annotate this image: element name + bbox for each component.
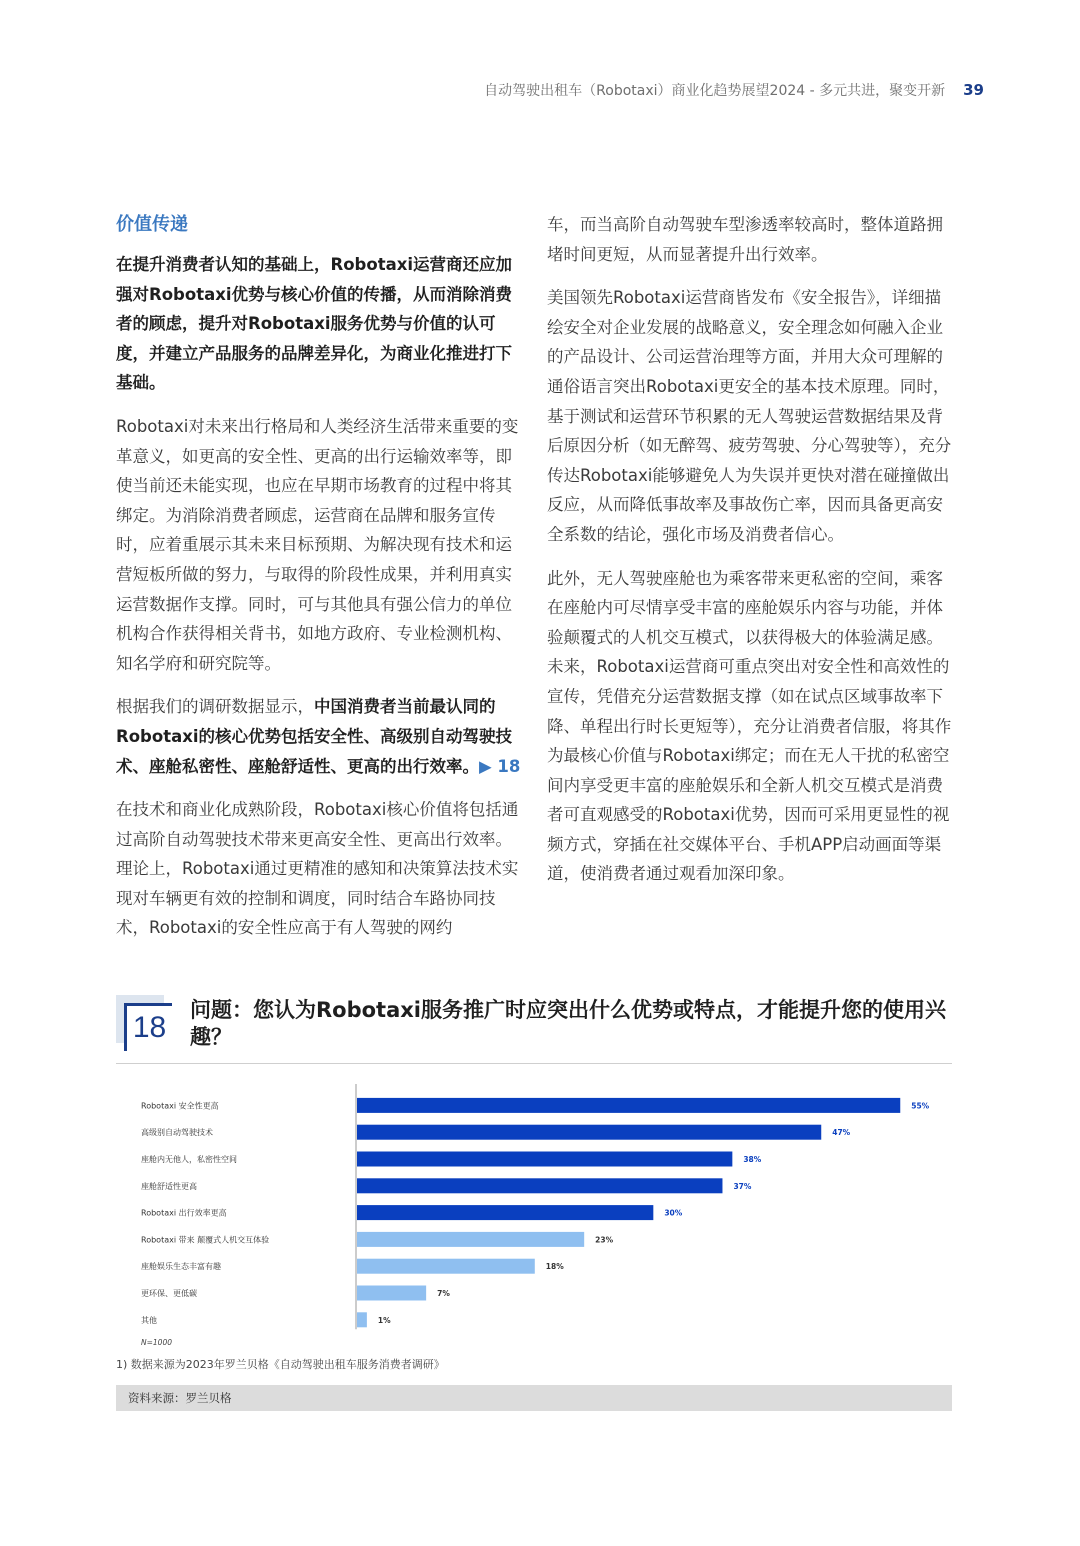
data-label: 7%	[437, 1289, 450, 1298]
paragraph-bold-text: 中国消费者当前最认同的Robotaxi的核心优势包括安全性、高级别自动驾驶技术、座舱私密性、座舱舒适性、更高的出行效率。	[116, 697, 513, 776]
paragraph: Robotaxi对未来出行格局和人类经济生活带来重要的变革意义，如更高的安全性、更高的出行运输效率等，即使当前还未能实现，也应在早期市场教育的过程中将其绑定。为消除消费者顾虑，运营商在品牌和服务宣传时，应着重展示其未来目标预期、为解决现有技术和运营短板所做的努力，与取得的阶段性成果，并利用真实运营数据作支撑。同时，可与其他具有强公信力的单位机构合作获得相关背书，如地方政府、专业检测机构、知名学府和研究院等。	[116, 416, 519, 673]
bar	[357, 1205, 653, 1220]
paragraph-text: 根据我们的调研数据显示，	[116, 697, 314, 717]
paragraph: 美国领先Robotaxi运营商皆发布《安全报告》，详细描绘安全对企业发展的战略意义，安全理念如何融入企业的产品设计、公司运营治理等方面，并用大众可理解的通俗语言突出Robotaxi更安全的基本技术原理。同时，基于测试和运营环节积累的无人驾驶运营数据结果及背后原因分析（如无醉驾、疲劳驾驶、分心驾驶等），充分传达Robotaxi能够避免人为失误并更快对潜在碰撞做出反应，从而降低事故率及事故伤亡率，因而具备更高安全系数的结论，强化市场及消费者信心。	[547, 288, 952, 544]
section-title: 价值传递	[116, 214, 188, 235]
data-label: 23%	[595, 1235, 614, 1245]
category-label: 高级别自动驾驶技术	[141, 1128, 213, 1138]
data-label: 38%	[743, 1155, 762, 1164]
paragraph: 在技术和商业化成熟阶段，Robotaxi核心价值将包括通过高阶自动驾驶技术带来更高安全性、更高出行效率。理论上，Robotaxi通过更精准的感知和决策算法技术实现对车辆更有效的控制和调度，同时结合车路协同技术，Robotaxi的安全性应高于有人驾驶的网约	[116, 800, 519, 938]
data-label: 1%	[377, 1315, 391, 1325]
data-label: 30%	[664, 1208, 683, 1218]
figure-reference-link[interactable]: ▶ 18	[479, 756, 521, 776]
data-label: 47%	[832, 1128, 851, 1138]
right-column	[547, 210, 955, 903]
bar	[357, 1152, 732, 1167]
bar	[357, 1286, 426, 1301]
bar	[357, 1259, 535, 1274]
bar	[357, 1178, 722, 1193]
source-bar	[116, 1385, 952, 1411]
bar-chart	[116, 1080, 952, 1345]
running-header	[484, 80, 984, 100]
data-label: 18%	[545, 1262, 564, 1272]
data-label: 55%	[911, 1101, 930, 1111]
category-label: Robotaxi 安全性更高	[141, 1101, 219, 1111]
left-column	[116, 210, 524, 957]
bar	[357, 1312, 367, 1327]
header-title: 自动驾驶出租车（Robotaxi）商业化趋势展望2024 - 多元共进，聚变开新	[484, 83, 946, 99]
bar-chart-svg	[116, 1080, 952, 1345]
category-label: 座舱内无他人，私密性空间	[141, 1155, 237, 1164]
figure-number-badge	[116, 995, 172, 1053]
category-label: 座舱娱乐生态丰富有趣	[141, 1262, 221, 1272]
category-label: 其他	[141, 1315, 157, 1325]
bar	[357, 1098, 900, 1113]
footnote: 1) 数据来源为2023年罗兰贝格《自动驾驶出租车服务消费者调研》	[116, 1358, 445, 1371]
paragraph: 车，而当高阶自动驾驶车型渗透率较高时，整体道路拥堵时间更短，从而显著提升出行效率。	[547, 215, 943, 264]
bar	[357, 1232, 584, 1247]
sample-size-note: N=1000	[141, 1338, 172, 1345]
category-label: 更环保、更低碳	[141, 1289, 197, 1298]
data-label: 37%	[733, 1181, 752, 1191]
paragraph-with-reference	[116, 692, 524, 781]
paragraph: 此外，无人驾驶座舱也为乘客带来更私密的空间，乘客在座舱内可尽情享受丰富的座舱娱乐内容与功能，并体验颠覆式的人机交互模式，以获得极大的体验满足感。未来，Robotaxi运营商可重点突出对安全性和高效性的宣传，凭借充分运营数据支撑（如在试点区域事故率下降、单程出行时长更短等），充分让消费者信服，将其作为最核心价值与Robotaxi绑定；而在无人干扰的私密空间内享受更丰富的座舱娱乐和全新人机交互模式是消费者可直观感受的Robotaxi优势，因而可采用更显性的视频方式，穿插在社交媒体平台、手机APP启动画面等渠道，使消费者通过观看加深印象。	[547, 568, 952, 884]
category-label: Robotaxi 带来 颠覆式人机交互体验	[141, 1235, 270, 1245]
figure-header	[116, 995, 952, 1064]
category-label: Robotaxi 出行效率更高	[141, 1208, 227, 1218]
lead-paragraph: 在提升消费者认知的基础上，Robotaxi运营商还应加强对Robotaxi优势与核心价值的传播，从而消除消费者的顾虑，提升对Robotaxi服务优势与价值的认可度，并建立产品服务的品牌差异化，为商业化推进打下基础。	[116, 255, 513, 393]
figure-title: 问题：您认为Robotaxi服务推广时应突出什么优势或特点，才能提升您的使用兴趣？	[190, 998, 947, 1049]
page-number: 39	[963, 81, 984, 99]
figure-number: 18	[124, 1003, 172, 1051]
bar	[357, 1125, 821, 1140]
category-label: 座舱舒适性更高	[141, 1181, 197, 1191]
source-text: 资料来源：罗兰贝格	[128, 1391, 232, 1405]
